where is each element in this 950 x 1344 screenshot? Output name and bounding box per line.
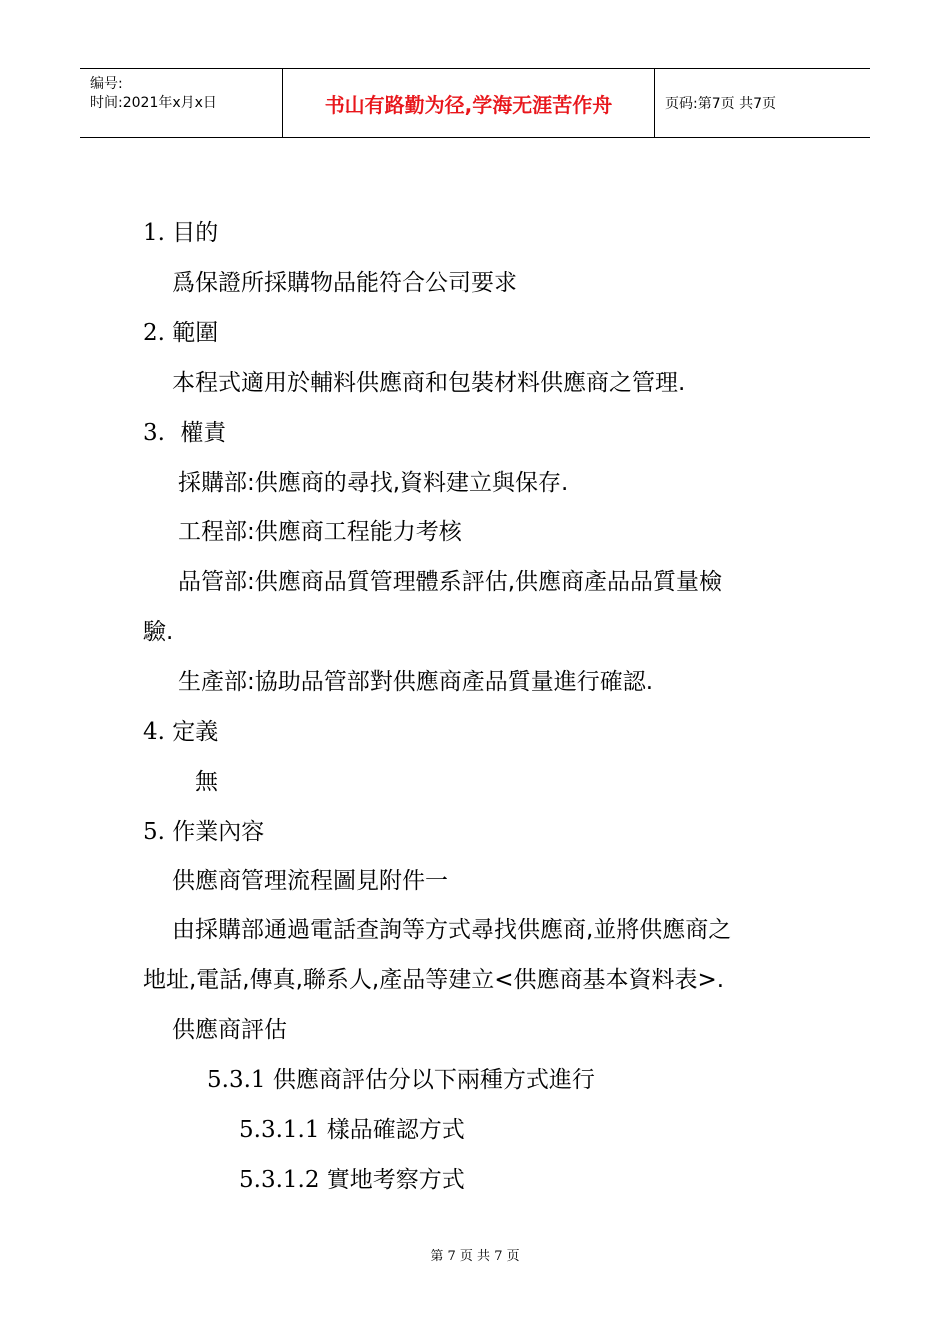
section-5-flow: 供應商管理流程圖見附件一 [172, 868, 448, 894]
section-5-paragraph-line1: 由採購部通過電話查詢等方式尋找供應商,並將供應商之 [172, 917, 732, 943]
section-3-heading [143, 418, 226, 448]
section-2-heading [143, 318, 218, 348]
section-number: 2. [143, 320, 165, 346]
time-label: 时间:2021年x月x日 [90, 95, 217, 111]
subsection-number: 5.3.1 [207, 1067, 266, 1093]
number-label: 编号: [90, 76, 123, 92]
subsection-5-3-1 [207, 1065, 595, 1095]
page-footer: 第 7 页 共 7 页 [430, 1249, 520, 1264]
section-5-evaluation: 供應商評估 [172, 1017, 287, 1043]
subsection-number: 5.3.1.2 [239, 1167, 320, 1193]
section-5-heading [143, 817, 264, 847]
section-4-heading [143, 717, 218, 747]
subsection-text: 實地考察方式 [326, 1167, 465, 1193]
section-5-paragraph-line2: 地址,電話,傳真,聯系人,產品等建立<供應商基本資料表>. [143, 967, 725, 993]
subsection-5-3-1-2 [239, 1165, 465, 1195]
section-number: 4. [143, 719, 165, 745]
header-motto: 书山有路勤为径,学海无涯苦作舟 [282, 69, 655, 137]
section-title: 作業內容 [172, 819, 265, 845]
header-meta [80, 69, 282, 137]
section-number: 3. [143, 420, 165, 446]
section-title: 範圍 [172, 320, 219, 346]
section-number: 1. [143, 220, 165, 246]
header-page-info: 页码:第7页 共7页 [665, 96, 776, 112]
responsibility-production: 生產部:協助品管部對供應商產品質量進行確認. [178, 669, 654, 695]
section-number: 5. [143, 819, 165, 845]
responsibility-qc-line1: 品管部:供應商品質管理體系評估,供應商產品品質量檢 [178, 569, 723, 595]
subsection-5-3-1-1 [239, 1115, 465, 1145]
responsibility-purchasing: 採購部:供應商的尋找,資料建立與保存. [178, 470, 569, 496]
section-1-text: 爲保證所採購物品能符合公司要求 [172, 270, 517, 296]
page-header [80, 68, 870, 138]
section-title: 目的 [172, 220, 219, 246]
section-2-text: 本程式適用於輔料供應商和包裝材料供應商之管理. [172, 370, 686, 396]
responsibility-qc-line2: 驗. [143, 619, 174, 645]
section-title: 定義 [172, 719, 219, 745]
section-title: 權責 [180, 420, 227, 446]
subsection-text: 供應商評估分以下兩種方式進行 [272, 1067, 595, 1093]
subsection-number: 5.3.1.1 [239, 1117, 320, 1143]
responsibility-engineering: 工程部:供應商工程能力考核 [178, 519, 462, 545]
section-1-heading [143, 218, 218, 248]
section-4-text: 無 [195, 769, 218, 795]
subsection-text: 樣品確認方式 [326, 1117, 465, 1143]
